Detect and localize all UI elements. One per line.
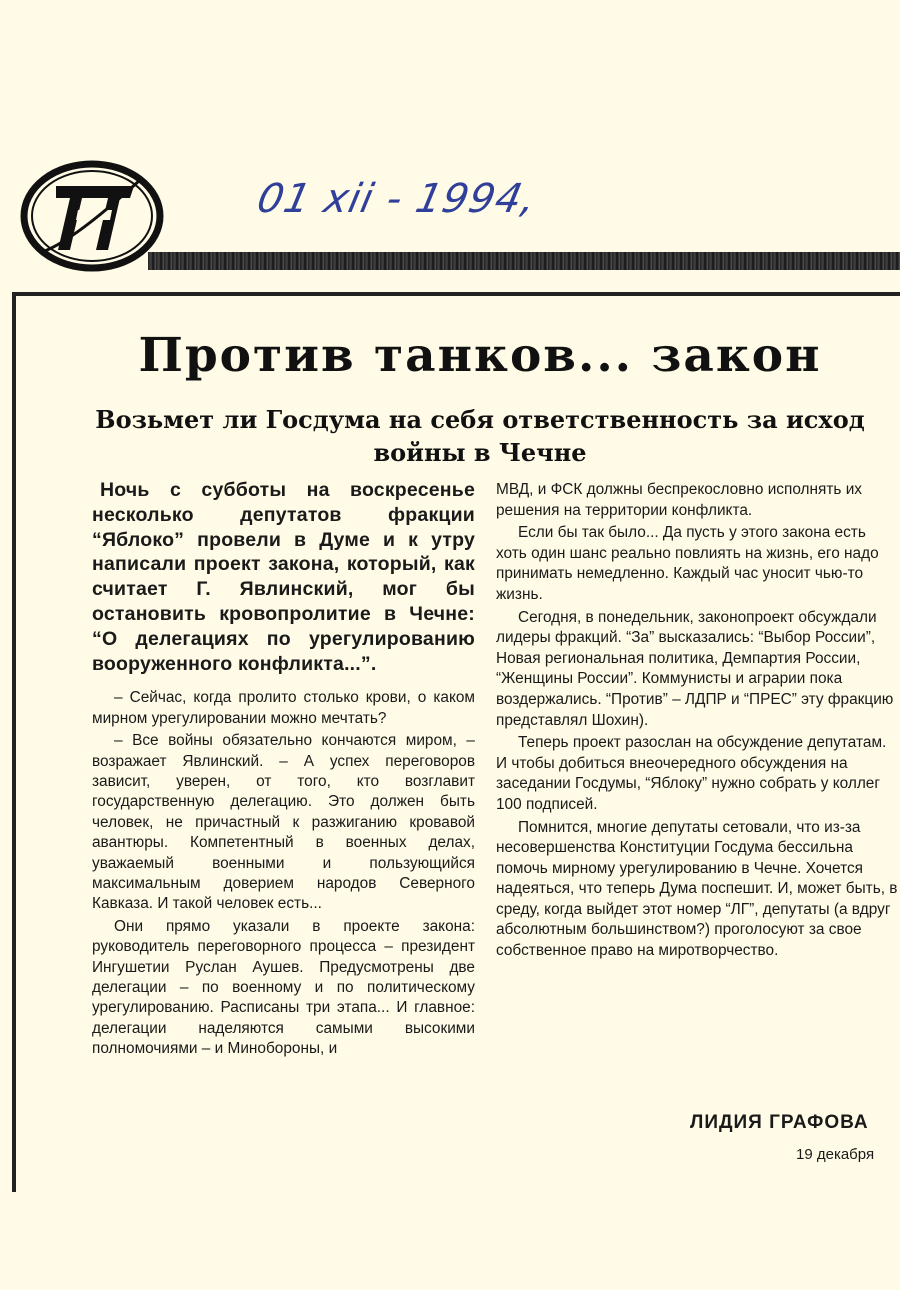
body-paragraph: Сегодня, в понедельник, законопроект обсуждали лидеры фракций. “За” высказались: “Выбор России”, Новая региональная политика, Демпартия России, “Женщины России”. Коммунисты и аграрии пока воздержались. “Против” – ЛДПР и “ПРЕС” эту фракцию представлял Шохин). <box>496 608 894 729</box>
subheadline: Возьмет ли Госдума на себя ответственность за исход войны в Чечне <box>95 405 865 467</box>
body-paragraph: Помнится, многие депутаты сетовали, что из-за несовершенства Конституции Госдума бессильна помочь мирному урегулированию в Чечне. Хочется надеяться, что теперь Дума поспешит. И, может быть, в среду, когда выйдет этот номер “ЛГ”, депутаты (а вдруг абсолютным большинством?) проголосуют за свое собственное право на миротворчество. <box>496 818 898 960</box>
article-column-left <box>92 478 475 1168</box>
body-paragraph: Теперь проект разослан на обсуждение депутатам. И чтобы добиться внеочередного обсуждения на заседании Госдумы, “Яблоку” нужно собрать у коллег 100 подписей. <box>496 734 887 813</box>
author-byline: ЛИДИЯ ГРАФОВА <box>690 1112 869 1133</box>
body-paragraph: – Сейчас, когда пролито столько крови, о каком мирном урегулировании можно мечтать? <box>92 689 475 727</box>
body-paragraph: Они прямо указали в проекте закона: руководитель переговорного процесса – президент Ингушетии Руслан Аушев. Предусмотрены две делегации – по военному и по политическому урегулированию. Расписаны три этапа... И главное: делегации наделяются самыми высокими полномочиями – и Минобороны, и <box>92 917 475 1058</box>
handwritten-date: 01 xii - 1994, <box>253 176 541 222</box>
masthead-rule <box>148 252 900 270</box>
body-paragraph: Если бы так было... Да пусть у этого закона есть хоть один шанс реально повлиять на жизнь, его надо принимать немедленно. Каждый час уносит чью-то жизнь. <box>496 524 879 603</box>
body-paragraph: МВД, и ФСК должны беспрекословно исполнять их решения на территории конфликта. <box>496 481 863 519</box>
headline: Против танков... закон <box>138 328 822 383</box>
body-paragraph: – Все войны обязательно кончаются миром, – возражает Явлинский. – А успех переговоров зависит, уверен, от того, кто возглавит государственную делегацию. Это должен быть человек, не причастный к разжиганию кровавой авантюры. Компетентный в военных делах, уважаемый военными и пользующийся максимальным доверием народов Северного Кавказа. И такой человек есть... <box>92 732 475 913</box>
pg-monogram-logo-icon <box>12 152 166 276</box>
lead-paragraph: Ночь с субботы на воскресенье несколько депутатов фракции “Яблоко” провели в Думе и к утру написали проект закона, который, как считает Г. Явлинский, мог бы остановить кровопролитие в Чечне: “О делегациях по урегулированию вооруженного конфликта...”. <box>92 479 475 675</box>
dateline: 19 декабря <box>796 1146 875 1163</box>
article-column-right <box>496 480 900 1100</box>
